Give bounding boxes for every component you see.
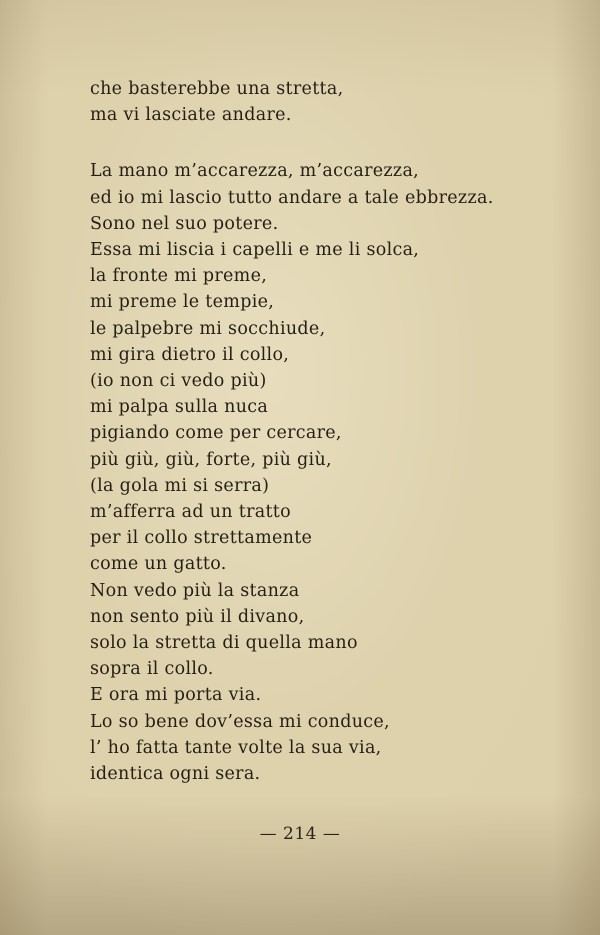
poem-line: mi preme le tempie, [90, 292, 275, 313]
poem-line: identica ogni sera. [90, 764, 261, 785]
stanza-break [90, 128, 550, 158]
poem-line: solo la stretta di quella mano [90, 633, 358, 654]
poem-line: m’afferra ad un tratto [90, 502, 291, 523]
poem-line: pigiando come per cercare, [90, 423, 342, 444]
poem-line: più giù, giù, forte, più giù, [90, 449, 332, 470]
poem-line: Sono nel suo potere. [90, 213, 279, 234]
poem-line: ed io mi lascio tutto andare a tale ebbrezza. [90, 187, 494, 208]
poem-line: la fronte mi preme, [90, 266, 268, 287]
poem-line: (la gola mi si serra) [90, 475, 270, 496]
poem-line: Non vedo più la stanza [90, 580, 300, 601]
poem-line: come un gatto. [90, 554, 227, 575]
poem-line: sopra il collo. [90, 659, 214, 680]
stanza-2 [90, 158, 550, 787]
poem-line: mi gira dietro il collo, [90, 344, 290, 365]
poem-line: Essa mi liscia i capelli e me li solca, [90, 240, 420, 261]
poem-line: ma vi lasciate andare. [90, 105, 292, 126]
stanza-1 [90, 76, 550, 128]
poem-line: non sento più il divano, [90, 606, 305, 627]
page-number: — 214 — [259, 824, 341, 844]
poem-line: (io non ci vedo più) [90, 371, 267, 392]
poem-text [90, 76, 550, 787]
poem-line: mi palpa sulla nuca [90, 397, 269, 418]
poem-line: La mano m’accarezza, m’accarezza, [90, 161, 420, 182]
poem-line: le palpebre mi socchiude, [90, 318, 326, 339]
poem-line: che basterebbe una stretta, [90, 79, 344, 99]
poem-line: l’ ho fatta tante volte la sua via, [90, 737, 382, 758]
poem-line: per il collo strettamente [90, 528, 313, 549]
poem-line: Lo so bene dov’essa mi conduce, [90, 711, 390, 732]
poem-line: E ora mi porta via. [90, 685, 262, 706]
